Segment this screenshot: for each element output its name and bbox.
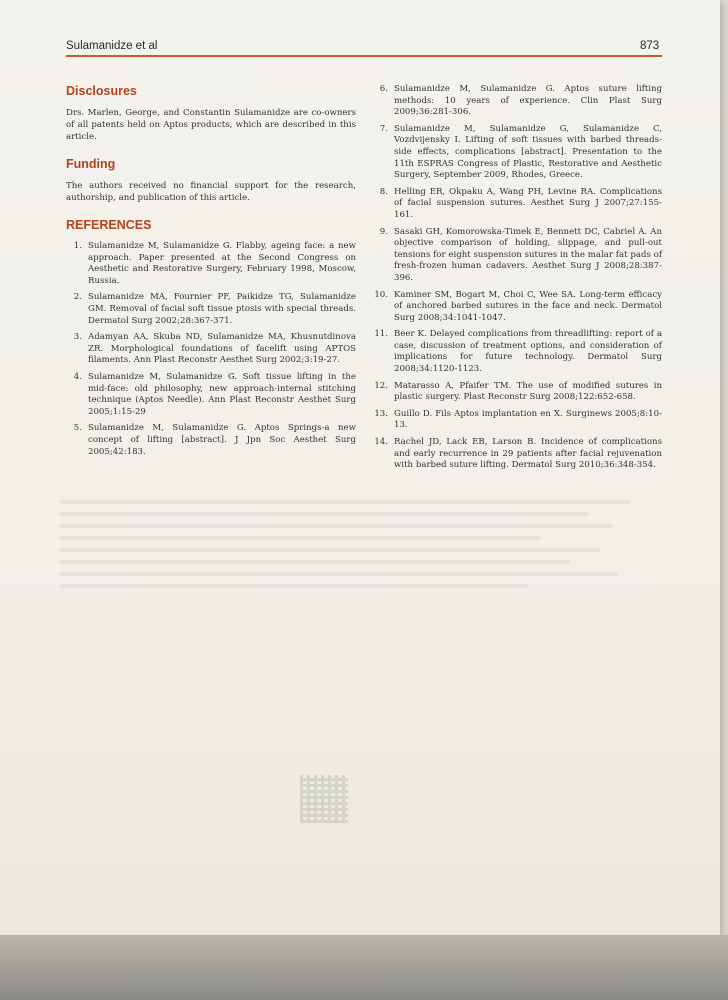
reference-item	[372, 329, 662, 375]
reference-text: Sulamanidze M, Sulamanidze G. Soft tissue lifting in the mid-face: old philosophy, new approach-internal stitching technique (Aptos Needle). Ann Plast Reconstr Aesthet Surg 2005;1:15-29	[88, 371, 356, 417]
reference-item	[372, 381, 662, 404]
reference-text: Sulamanidze M, Sulamanidze G, Sulamanidze C, Vozdvijensky I. Lifting of soft tissues with barbed threads-side effects, complications [abstract]. Presentation to the 11th ESPRAS Congress of Plastic, Restorative and Aesthetic Surgery, September 2009, Rhodes, Greece.	[394, 123, 662, 181]
reference-item	[372, 290, 662, 325]
reference-number: 12.	[374, 380, 388, 391]
show-through-text	[60, 500, 660, 860]
reference-item	[372, 227, 662, 285]
reference-number: 1.	[73, 241, 82, 251]
reference-number: 10.	[374, 289, 388, 300]
reference-text: Sulamanidze MA, Fournier PF, Paikidze TG, Sulamanidze GM. Removal of facial soft tissue ptosis with special threads. Dermatol Surg 2002;28:367-371.	[88, 292, 356, 326]
reference-text: Kaminer SM, Bogart M, Choi C, Wee SA. Long-term efficacy of anchored barbed sutures in the face and neck. Dermatol Surg 2008;34:1041-1047.	[394, 289, 662, 323]
references-heading: REFERENCES	[66, 218, 152, 232]
reference-text: Rachel JD, Lack EB, Larson B. Incidence of complications and early recurrence in 29 patients after facial rejuvenation with barbed suture lifting. Dermatol Surg 2010;36:348-354.	[394, 437, 662, 471]
reference-number: 8.	[379, 186, 388, 197]
reference-text: Sulamanidze M, Sulamanidze G. Flabby, ageing face: a new approach. Paper presented at the Second Congress on Aesthetic and Restorative Surgery, February 1998, Moscow, Russia.	[88, 241, 356, 286]
reference-item	[66, 292, 356, 327]
reference-item	[372, 409, 662, 432]
reference-item	[66, 332, 356, 367]
reference-text: Matarasso A, Pfaifer TM. The use of modified sutures in plastic surgery. Plast Reconstr Surg 2008;122:652-658.	[394, 380, 662, 403]
reference-text: Beer K. Delayed complications from threadlifting: report of a case, discussion of treatment options, and consideration of implications for future technology. Dermatol Surg 2008;34:1120-1123.	[394, 329, 662, 375]
reference-number: 13.	[374, 408, 388, 419]
reference-number: 9.	[379, 226, 388, 237]
reference-number: 14.	[374, 437, 388, 448]
reference-number: 4.	[73, 371, 82, 382]
reference-text: Sulamanidze M, Sulamanidze G. Aptos Springs-a new concept of lifting [abstract]. J Jpn Soc Aesthet Surg 2005;42:183.	[88, 423, 356, 457]
reference-item	[66, 372, 356, 418]
reference-number: 2.	[73, 292, 82, 303]
reference-item	[372, 187, 662, 222]
page-number: 873	[640, 40, 660, 52]
reference-number: 11.	[374, 329, 388, 340]
reference-item	[372, 84, 662, 119]
reference-text: Sasaki GH, Komorowska-Timek E, Bennett DC, Cabriel A. An objective comparison of holding, slippage, and pull-out tensions for eight suspension sutures in the malar fat pads of fresh-frozen human cadavers. Aesthet Surg J 2008;28:387-396.	[394, 226, 662, 283]
scanner-edge	[0, 935, 728, 1000]
qr-code-bleed	[300, 775, 348, 823]
left-column	[66, 84, 356, 463]
disclosures-heading: Disclosures	[66, 84, 137, 98]
running-head: Sulamanidze et al	[66, 40, 158, 52]
reference-text: Helling ER, Okpaku A, Wang PH, Levine RA. Complications of facial suspension sutures. Aesthet Surg J 2007;27:155-161.	[394, 186, 662, 220]
reference-number: 3.	[73, 332, 82, 343]
funding-text: The authors received no financial support for the research, authorship, and publication of this article.	[66, 181, 356, 203]
reference-item	[372, 437, 662, 472]
reference-item	[66, 241, 356, 287]
reference-number: 6.	[379, 84, 388, 94]
reference-text: Guillo D. Fils Aptos implantation en X. Surginews 2005;8:10-13.	[394, 408, 662, 431]
funding-heading: Funding	[66, 157, 116, 171]
reference-item	[66, 423, 356, 458]
reference-text: Sulamanidze M, Sulamanidze G. Aptos suture lifting methods: 10 years of experience. Clin Plast Surg 2009;36:281-306.	[394, 84, 662, 118]
reference-item	[372, 124, 662, 182]
header-divider	[66, 55, 662, 57]
references-list-left	[66, 241, 356, 458]
reference-text: Adamyan AA, Skuba ND, Sulamanidze MA, Khusnutdinova ZR. Morphological foundations of facelift using APTOS filaments. Ann Plast Reconstr Aesthet Surg 2002;3:19-27.	[88, 332, 356, 366]
reference-number: 5.	[73, 423, 82, 434]
right-column	[372, 84, 662, 477]
references-list-right	[372, 84, 662, 472]
disclosures-text: Drs. Marlen, George, and Constantin Sulamanidze are co-owners of all patents held on Aptos products, which are described in this article.	[66, 108, 356, 142]
reference-number: 7.	[379, 123, 388, 134]
